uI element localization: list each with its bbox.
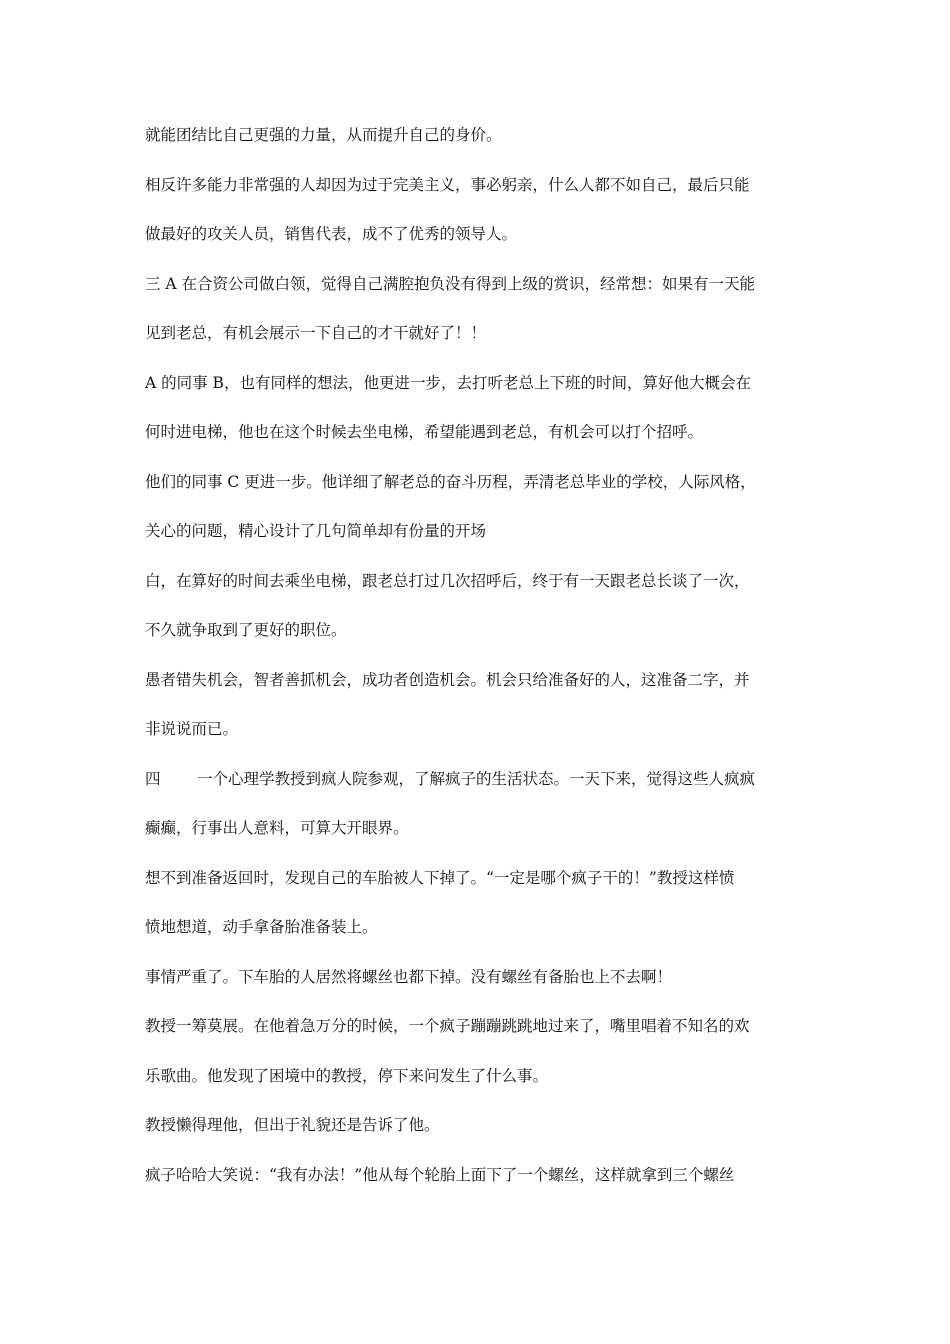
- text-line: 见到老总，有机会展示一下自己的才干就好了！！: [145, 324, 487, 342]
- text-line: 愤地想道，动手拿备胎准备装上。: [145, 918, 378, 936]
- text-line: 愚者错失机会，智者善抓机会，成功者创造机会。机会只给准备好的人，这准备二字，并: [145, 670, 750, 689]
- text-line: A 的同事 B，也有同样的想法，他更进一步，去打听老总上下班的时间，算好他大概会在: [145, 373, 751, 392]
- text-line: 关心的问题，精心设计了几句简单却有份量的开场: [145, 522, 487, 540]
- text-line: 相反许多能力非常强的人却因为过于完美主义，事必躬亲，什么人都不如自己，最后只能: [145, 175, 750, 194]
- text-line: 癫癫，行事出人意料，可算大开眼界。: [145, 819, 409, 837]
- document-body: [145, 120, 810, 1209]
- text-line: 不久就争取到了更好的职位。: [145, 621, 347, 639]
- text-line: 何时进电梯，他也在这个时候去坐电梯，希望能遇到老总，有机会可以打个招呼。: [145, 423, 704, 441]
- section-four-line: [145, 764, 810, 814]
- text-line: 想不到准备返回时，发现自己的车胎被人下掉了。“一定是哪个疯子干的！”教授这样愤: [145, 868, 735, 887]
- text-line: 白，在算好的时间去乘坐电梯，跟老总打过几次招呼后，终于有一天跟老总长谈了一次，: [145, 571, 750, 590]
- text-line: 就能团结比自己更强的力量，从而提升自己的身价。: [145, 126, 502, 144]
- section-number: 四: [145, 769, 161, 788]
- text-line: 一个心理学教授到疯人院参观，了解疯子的生活状态。一天下来，觉得这些人疯疯: [197, 769, 756, 788]
- text-line: 做最好的攻关人员，销售代表，成不了优秀的领导人。: [145, 225, 518, 243]
- text-line: 疯子哈哈大笑说：“我有办法！”他从每个轮胎上面下了一个螺丝，这样就拿到三个螺丝: [145, 1165, 735, 1184]
- text-line: 三 A 在合资公司做白领，觉得自己满腔抱负没有得到上级的赏识，经常想：如果有一天能: [145, 274, 756, 293]
- text-line: 他们的同事 C 更进一步。他详细了解老总的奋斗历程，弄清老总毕业的学校，人际风格，: [145, 472, 756, 491]
- text-line: 教授懒得理他，但出于礼貌还是告诉了他。: [145, 1116, 440, 1134]
- text-line: 非说说而已。: [145, 720, 239, 738]
- text-line: 事情严重了。下车胎的人居然将螺丝也都下掉。没有螺丝有备胎也上不去啊！: [145, 967, 673, 986]
- text-line: 乐歌曲。他发现了困境中的教授，停下来问发生了什么事。: [145, 1066, 549, 1085]
- text-line: 教授一筹莫展。在他着急万分的时候，一个疯子蹦蹦跳跳地过来了，嘴里唱着不知名的欢: [145, 1017, 750, 1035]
